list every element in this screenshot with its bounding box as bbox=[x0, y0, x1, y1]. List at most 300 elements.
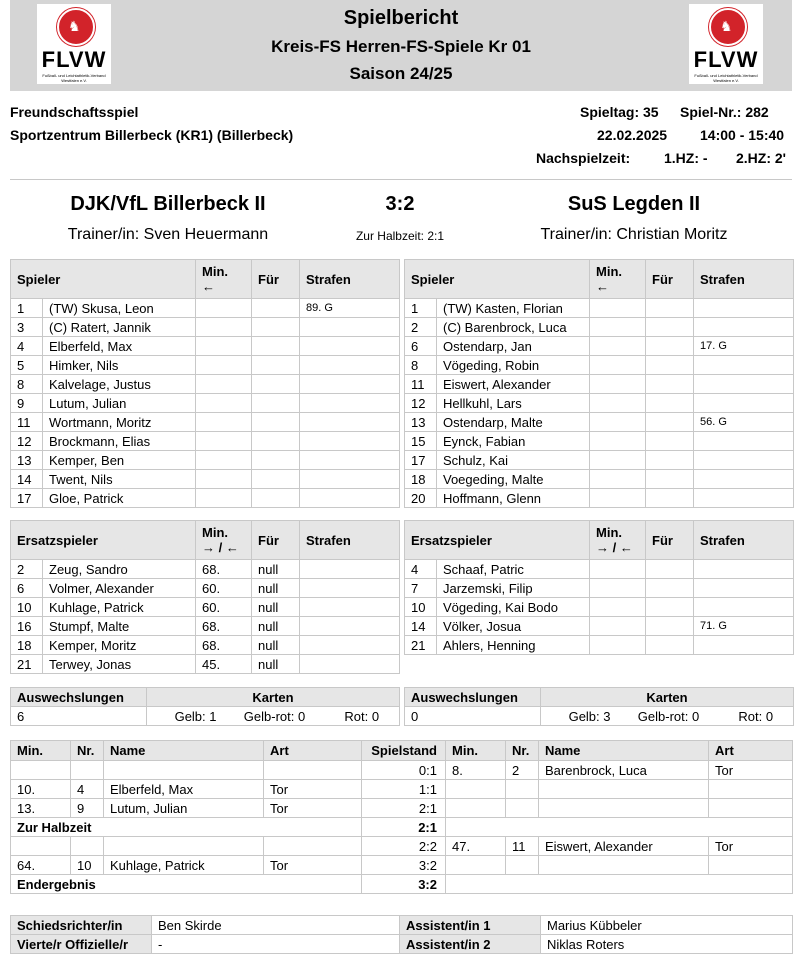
shirt-number: 6 bbox=[11, 579, 43, 598]
replaced-player bbox=[252, 413, 300, 432]
table-row bbox=[11, 299, 400, 318]
table-row bbox=[11, 337, 400, 356]
away-event-type bbox=[709, 780, 793, 799]
penalty: 89. G bbox=[300, 299, 400, 318]
home-event-type bbox=[264, 761, 362, 780]
home-minute bbox=[11, 761, 71, 780]
penalty: 71. G bbox=[694, 617, 794, 636]
shirt-number: 10 bbox=[11, 598, 43, 617]
table-row bbox=[405, 598, 794, 617]
assistant-1-label: Assistent/in 1 bbox=[400, 916, 541, 935]
player-name: Kuhlage, Patrick bbox=[43, 598, 196, 617]
shirt-number: 2 bbox=[405, 318, 437, 337]
score-cell: 0:1 bbox=[362, 761, 446, 780]
minute bbox=[196, 299, 252, 318]
player-name: Elberfeld, Max bbox=[43, 337, 196, 356]
officials-table bbox=[10, 915, 793, 954]
shirt-number: 14 bbox=[405, 617, 437, 636]
col-min: Min. → / ← bbox=[590, 521, 646, 560]
match-time: 14:00 - 15:40 bbox=[700, 127, 785, 143]
penalty bbox=[694, 579, 794, 598]
minute: 45. bbox=[196, 655, 252, 674]
col-for: Für bbox=[252, 260, 300, 299]
player-name: Kemper, Ben bbox=[43, 451, 196, 470]
shirt-number: 17 bbox=[405, 451, 437, 470]
col-away-nr: Nr. bbox=[506, 741, 539, 761]
shirt-number: 11 bbox=[405, 375, 437, 394]
table-row bbox=[11, 470, 400, 489]
referee-label: Schiedsrichter/in bbox=[11, 916, 152, 935]
player-name: Hellkuhl, Lars bbox=[437, 394, 590, 413]
minute bbox=[590, 598, 646, 617]
minute bbox=[590, 337, 646, 356]
yellow-red-count: Gelb-rot: 0 bbox=[619, 707, 719, 726]
home-shirt-number: 10 bbox=[71, 856, 104, 875]
penalty bbox=[300, 356, 400, 375]
player-name: Vögeding, Kai Bodo bbox=[437, 598, 590, 617]
col-substitutions: Auswechslungen bbox=[405, 688, 541, 707]
minute bbox=[590, 470, 646, 489]
player-name: Völker, Josua bbox=[437, 617, 590, 636]
added-time-label: Nachspielzeit: bbox=[536, 150, 631, 166]
yellow-count: Gelb: 1 bbox=[147, 707, 225, 726]
player-name: Wortmann, Moritz bbox=[43, 413, 196, 432]
player-name: Schulz, Kai bbox=[437, 451, 590, 470]
added-time-second-half: 2.HZ: 2' bbox=[736, 150, 787, 166]
table-row bbox=[405, 617, 794, 636]
table-row bbox=[405, 375, 794, 394]
minute bbox=[590, 394, 646, 413]
home-minute: 10. bbox=[11, 780, 71, 799]
table-row bbox=[405, 560, 794, 579]
penalty bbox=[300, 394, 400, 413]
assistant-2-name: Niklas Roters bbox=[541, 935, 793, 954]
score-cell: 3:2 bbox=[362, 875, 446, 894]
col-substitutions: Auswechslungen bbox=[11, 688, 147, 707]
penalty bbox=[694, 636, 794, 655]
home-player: Kuhlage, Patrick bbox=[104, 856, 264, 875]
col-home-name: Name bbox=[104, 741, 264, 761]
fourth-official-name: - bbox=[152, 935, 400, 954]
table-row bbox=[11, 489, 400, 508]
minute bbox=[590, 489, 646, 508]
section-label: Endergebnis bbox=[11, 875, 362, 894]
player-name: Twent, Nils bbox=[43, 470, 196, 489]
player-name: Himker, Nils bbox=[43, 356, 196, 375]
event-row bbox=[11, 837, 793, 856]
away-event-type: Tor bbox=[709, 761, 793, 780]
home-summary-table bbox=[10, 687, 400, 726]
away-minute: 8. bbox=[446, 761, 506, 780]
table-row bbox=[11, 579, 400, 598]
table-row bbox=[405, 413, 794, 432]
penalty bbox=[300, 318, 400, 337]
yellow-red-count: Gelb-rot: 0 bbox=[225, 707, 325, 726]
minute bbox=[590, 318, 646, 337]
replaced-player bbox=[646, 356, 694, 375]
shirt-number: 5 bbox=[11, 356, 43, 375]
event-row bbox=[11, 856, 793, 875]
player-name: Kemper, Moritz bbox=[43, 636, 196, 655]
col-away-min: Min. bbox=[446, 741, 506, 761]
replaced-player bbox=[252, 489, 300, 508]
player-name: Stumpf, Malte bbox=[43, 617, 196, 636]
matchday: Spieltag: 35 bbox=[580, 104, 659, 120]
horse-emblem-icon: ♞ bbox=[709, 8, 747, 46]
section-label: Zur Halbzeit bbox=[11, 818, 362, 837]
divider bbox=[10, 179, 792, 180]
home-minute: 64. bbox=[11, 856, 71, 875]
home-event-type: Tor bbox=[264, 799, 362, 818]
event-row bbox=[11, 780, 793, 799]
minute bbox=[590, 617, 646, 636]
penalty bbox=[694, 318, 794, 337]
table-row bbox=[405, 318, 794, 337]
replaced-player bbox=[252, 432, 300, 451]
fourth-official-label: Vierte/r Offizielle/r bbox=[11, 935, 152, 954]
home-shirt-number bbox=[71, 761, 104, 780]
table-row bbox=[405, 451, 794, 470]
shirt-number: 1 bbox=[11, 299, 43, 318]
minute bbox=[196, 432, 252, 451]
replaced-player bbox=[252, 318, 300, 337]
col-penalties: Strafen bbox=[300, 521, 400, 560]
replaced-player bbox=[252, 356, 300, 375]
penalty bbox=[694, 451, 794, 470]
home-subs-table bbox=[10, 520, 400, 674]
minute bbox=[196, 356, 252, 375]
away-shirt-number: 11 bbox=[506, 837, 539, 856]
shirt-number: 12 bbox=[11, 432, 43, 451]
replaced-player: null bbox=[252, 560, 300, 579]
minute bbox=[590, 413, 646, 432]
away-shirt-number bbox=[506, 799, 539, 818]
shirt-number: 18 bbox=[11, 636, 43, 655]
player-name: (C) Ratert, Jannik bbox=[43, 318, 196, 337]
season: Saison 24/25 bbox=[349, 64, 453, 83]
table-row bbox=[11, 655, 400, 674]
replaced-player bbox=[646, 337, 694, 356]
player-name: Jarzemski, Filip bbox=[437, 579, 590, 598]
player-name: Terwey, Jonas bbox=[43, 655, 196, 674]
col-min: Min. → / ← bbox=[196, 521, 252, 560]
player-name: Lutum, Julian bbox=[43, 394, 196, 413]
penalty bbox=[300, 579, 400, 598]
penalty bbox=[300, 636, 400, 655]
penalty bbox=[300, 655, 400, 674]
match-date: 22.02.2025 bbox=[597, 127, 668, 143]
shirt-number: 13 bbox=[11, 451, 43, 470]
replaced-player: null bbox=[252, 579, 300, 598]
table-row bbox=[405, 470, 794, 489]
replaced-player bbox=[646, 560, 694, 579]
score-cell: 2:2 bbox=[362, 837, 446, 856]
assistant-1-name: Marius Kübbeler bbox=[541, 916, 793, 935]
col-penalties: Strafen bbox=[300, 260, 400, 299]
player-name: Voegeding, Malte bbox=[437, 470, 590, 489]
col-sub-player: Ersatzspieler bbox=[11, 521, 196, 560]
replaced-player bbox=[252, 299, 300, 318]
away-subs-table bbox=[404, 520, 794, 655]
halftime-score: Zur Halbzeit: 2:1 bbox=[355, 229, 445, 243]
away-event-type bbox=[709, 799, 793, 818]
score-cell: 3:2 bbox=[362, 856, 446, 875]
flvw-logo-left: ♞ FLVW Fußball- und Leichtathletik-Verband Westfalen e.V. bbox=[37, 4, 111, 84]
penalty bbox=[694, 375, 794, 394]
home-event-type: Tor bbox=[264, 780, 362, 799]
home-event-type bbox=[264, 837, 362, 856]
col-away-name: Name bbox=[539, 741, 709, 761]
penalty bbox=[694, 299, 794, 318]
col-home-min: Min. bbox=[11, 741, 71, 761]
table-row bbox=[11, 451, 400, 470]
minute bbox=[196, 318, 252, 337]
home-trainer: Trainer/in: Sven Heuermann bbox=[67, 226, 269, 243]
penalty bbox=[300, 451, 400, 470]
assistant-2-label: Assistent/in 2 bbox=[400, 935, 541, 954]
shirt-number: 10 bbox=[405, 598, 437, 617]
penalty bbox=[300, 432, 400, 451]
away-player bbox=[539, 799, 709, 818]
replaced-player: null bbox=[252, 636, 300, 655]
home-player bbox=[104, 761, 264, 780]
col-score: Spielstand bbox=[362, 741, 446, 761]
replaced-player bbox=[252, 394, 300, 413]
events-table bbox=[10, 740, 793, 894]
player-name: Eynck, Fabian bbox=[437, 432, 590, 451]
col-home-nr: Nr. bbox=[71, 741, 104, 761]
col-cards: Karten bbox=[541, 688, 794, 707]
replaced-player bbox=[646, 579, 694, 598]
empty-cell bbox=[446, 875, 793, 894]
replaced-player: null bbox=[252, 655, 300, 674]
final-score: 3:2 bbox=[385, 193, 415, 215]
penalty bbox=[300, 375, 400, 394]
shirt-number: 16 bbox=[11, 617, 43, 636]
minute bbox=[590, 375, 646, 394]
penalty bbox=[694, 432, 794, 451]
minute bbox=[590, 579, 646, 598]
player-name: (TW) Kasten, Florian bbox=[437, 299, 590, 318]
minute bbox=[590, 636, 646, 655]
penalty bbox=[300, 413, 400, 432]
table-row bbox=[11, 432, 400, 451]
col-player: Spieler bbox=[11, 260, 196, 299]
away-team-name: SuS Legden II bbox=[567, 193, 701, 215]
player-name: Ostendarp, Malte bbox=[437, 413, 590, 432]
shirt-number: 7 bbox=[405, 579, 437, 598]
penalty: 17. G bbox=[694, 337, 794, 356]
home-lineup-table bbox=[10, 259, 400, 508]
replaced-player bbox=[252, 337, 300, 356]
empty-cell bbox=[446, 818, 793, 837]
col-for: Für bbox=[252, 521, 300, 560]
penalty bbox=[300, 617, 400, 636]
player-name: Ahlers, Henning bbox=[437, 636, 590, 655]
shirt-number: 18 bbox=[405, 470, 437, 489]
minute bbox=[590, 299, 646, 318]
minute bbox=[590, 432, 646, 451]
red-count: Rot: 0 bbox=[719, 707, 794, 726]
player-name: Hoffmann, Glenn bbox=[437, 489, 590, 508]
col-for: Für bbox=[646, 260, 694, 299]
player-name: Brockmann, Elias bbox=[43, 432, 196, 451]
referee-name: Ben Skirde bbox=[152, 916, 400, 935]
shirt-number: 6 bbox=[405, 337, 437, 356]
report-title: Spielbericht bbox=[343, 7, 459, 29]
home-shirt-number bbox=[71, 837, 104, 856]
shirt-number: 8 bbox=[405, 356, 437, 375]
minute bbox=[196, 489, 252, 508]
shirt-number: 12 bbox=[405, 394, 437, 413]
table-row bbox=[405, 489, 794, 508]
minute bbox=[196, 337, 252, 356]
table-row bbox=[11, 318, 400, 337]
away-minute bbox=[446, 799, 506, 818]
minute: 68. bbox=[196, 636, 252, 655]
match-number: Spiel-Nr.: 282 bbox=[680, 104, 769, 120]
away-shirt-number: 2 bbox=[506, 761, 539, 780]
home-minute bbox=[11, 837, 71, 856]
minute bbox=[590, 451, 646, 470]
minute bbox=[196, 451, 252, 470]
replaced-player bbox=[646, 394, 694, 413]
away-event-type: Tor bbox=[709, 837, 793, 856]
minute: 60. bbox=[196, 598, 252, 617]
shirt-number: 1 bbox=[405, 299, 437, 318]
away-event-type bbox=[709, 856, 793, 875]
shirt-number: 13 bbox=[405, 413, 437, 432]
minute bbox=[196, 394, 252, 413]
shirt-number: 21 bbox=[405, 636, 437, 655]
substitution-count: 0 bbox=[405, 707, 541, 726]
event-row bbox=[11, 799, 793, 818]
player-name: (C) Barenbrock, Luca bbox=[437, 318, 590, 337]
col-sub-player: Ersatzspieler bbox=[405, 521, 590, 560]
col-away-type: Art bbox=[709, 741, 793, 761]
minute bbox=[590, 560, 646, 579]
minute: 60. bbox=[196, 579, 252, 598]
penalty bbox=[694, 598, 794, 617]
replaced-player bbox=[646, 470, 694, 489]
table-row bbox=[11, 356, 400, 375]
shirt-number: 21 bbox=[11, 655, 43, 674]
minute bbox=[196, 470, 252, 489]
replaced-player bbox=[646, 598, 694, 617]
replaced-player bbox=[646, 318, 694, 337]
player-name: Volmer, Alexander bbox=[43, 579, 196, 598]
shirt-number: 14 bbox=[11, 470, 43, 489]
home-shirt-number: 9 bbox=[71, 799, 104, 818]
col-cards: Karten bbox=[147, 688, 400, 707]
player-name: Zeug, Sandro bbox=[43, 560, 196, 579]
report-header bbox=[10, 0, 792, 91]
penalty bbox=[300, 470, 400, 489]
table-row bbox=[405, 432, 794, 451]
away-minute bbox=[446, 780, 506, 799]
event-row bbox=[11, 761, 793, 780]
away-minute: 47. bbox=[446, 837, 506, 856]
shirt-number: 9 bbox=[11, 394, 43, 413]
replaced-player bbox=[646, 375, 694, 394]
col-min: Min. ← bbox=[590, 260, 646, 299]
replaced-player bbox=[646, 617, 694, 636]
replaced-player bbox=[646, 451, 694, 470]
replaced-player bbox=[646, 299, 694, 318]
competition-name: Kreis-FS Herren-FS-Spiele Kr 01 bbox=[271, 37, 531, 56]
col-for: Für bbox=[646, 521, 694, 560]
replaced-player bbox=[252, 470, 300, 489]
replaced-player bbox=[646, 432, 694, 451]
penalty bbox=[694, 560, 794, 579]
table-row bbox=[11, 394, 400, 413]
replaced-player bbox=[252, 451, 300, 470]
shirt-number: 17 bbox=[11, 489, 43, 508]
col-penalties: Strafen bbox=[694, 260, 794, 299]
flvw-logo-right: ♞ FLVW Fußball- und Leichtathletik-Verband Westfalen e.V. bbox=[689, 4, 763, 84]
minute: 68. bbox=[196, 617, 252, 636]
table-row bbox=[405, 394, 794, 413]
penalty bbox=[300, 560, 400, 579]
home-minute: 13. bbox=[11, 799, 71, 818]
penalty bbox=[300, 337, 400, 356]
shirt-number: 11 bbox=[11, 413, 43, 432]
added-time-first-half: 1.HZ: - bbox=[664, 150, 708, 166]
minute: 68. bbox=[196, 560, 252, 579]
replaced-player bbox=[646, 636, 694, 655]
penalty bbox=[694, 489, 794, 508]
away-player bbox=[539, 856, 709, 875]
replaced-player bbox=[646, 413, 694, 432]
table-row bbox=[11, 375, 400, 394]
home-event-type: Tor bbox=[264, 856, 362, 875]
shirt-number: 4 bbox=[405, 560, 437, 579]
replaced-player: null bbox=[252, 617, 300, 636]
away-shirt-number bbox=[506, 780, 539, 799]
minute bbox=[590, 356, 646, 375]
away-player: Barenbrock, Luca bbox=[539, 761, 709, 780]
away-shirt-number bbox=[506, 856, 539, 875]
away-player: Eiswert, Alexander bbox=[539, 837, 709, 856]
score-cell: 2:1 bbox=[362, 818, 446, 837]
replaced-player: null bbox=[252, 598, 300, 617]
player-name: Vögeding, Robin bbox=[437, 356, 590, 375]
minute bbox=[196, 375, 252, 394]
penalty bbox=[694, 470, 794, 489]
shirt-number: 15 bbox=[405, 432, 437, 451]
table-row bbox=[11, 413, 400, 432]
home-player: Elberfeld, Max bbox=[104, 780, 264, 799]
home-player bbox=[104, 837, 264, 856]
penalty bbox=[300, 489, 400, 508]
table-row bbox=[405, 337, 794, 356]
table-row bbox=[405, 356, 794, 375]
table-row bbox=[11, 617, 400, 636]
table-row bbox=[405, 579, 794, 598]
shirt-number: 8 bbox=[11, 375, 43, 394]
table-row bbox=[11, 598, 400, 617]
shirt-number: 2 bbox=[11, 560, 43, 579]
table-row bbox=[11, 560, 400, 579]
penalty: 56. G bbox=[694, 413, 794, 432]
table-row bbox=[405, 636, 794, 655]
venue: Sportzentrum Billerbeck (KR1) (Billerbeck) bbox=[10, 127, 294, 143]
away-summary-table bbox=[404, 687, 794, 726]
penalty bbox=[694, 356, 794, 375]
score-cell: 2:1 bbox=[362, 799, 446, 818]
score-cell: 1:1 bbox=[362, 780, 446, 799]
section-row bbox=[11, 818, 793, 837]
